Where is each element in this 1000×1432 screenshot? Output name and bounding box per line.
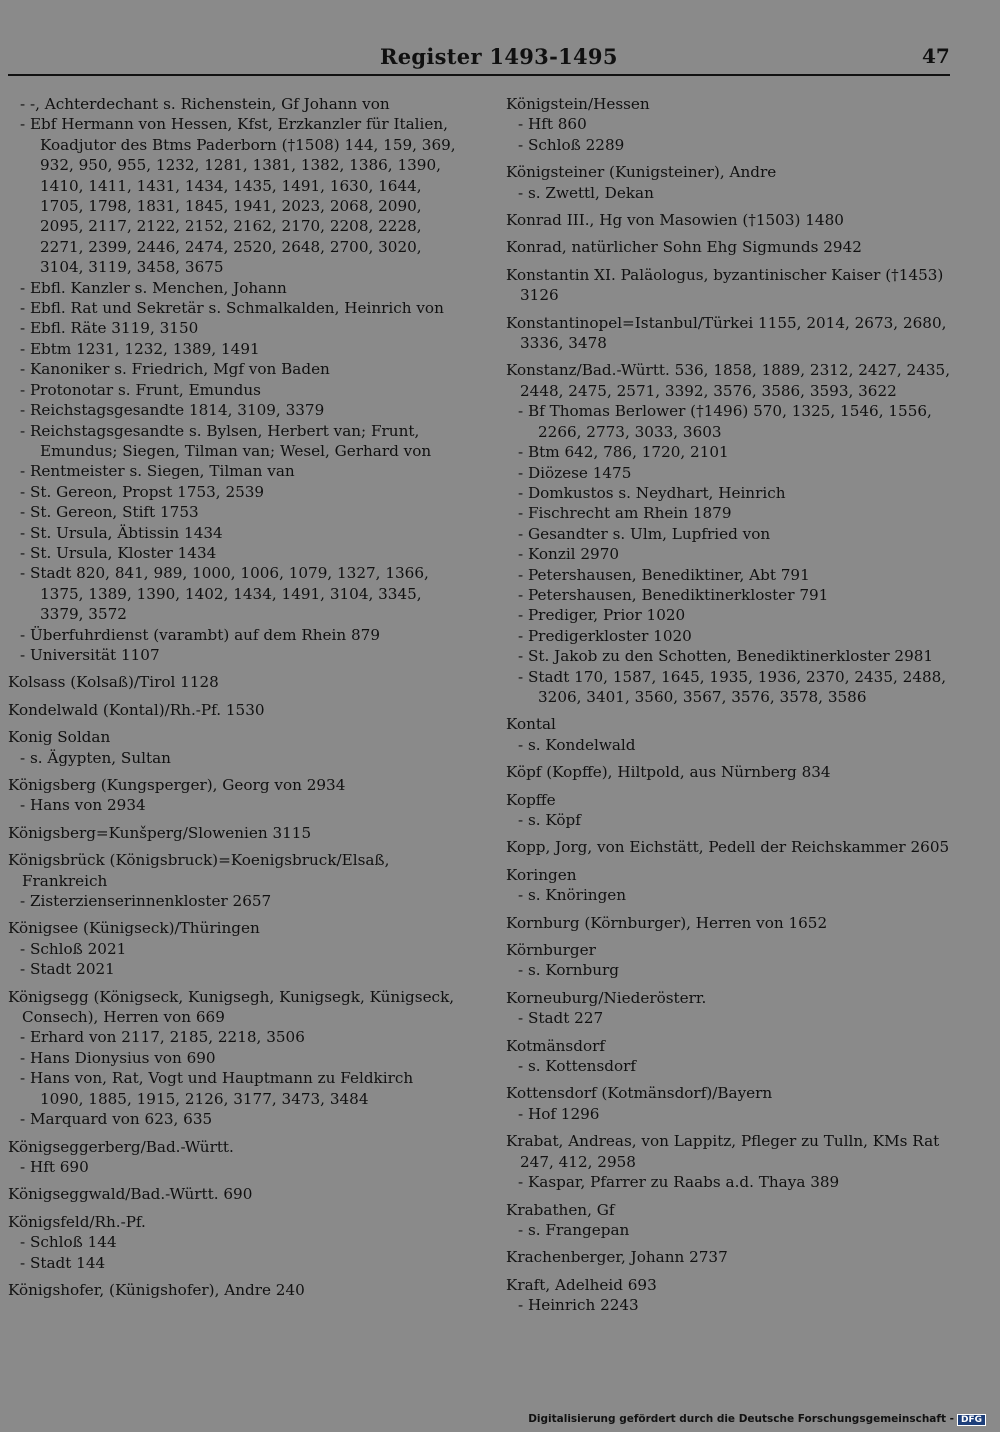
entry-heading: Konstantinopel=Istanbul/Türkei 1155, 2014, 2673, 2680, 3336, 3478 [506, 313, 947, 353]
index-entry [8, 823, 458, 843]
index-entry [506, 1200, 962, 1241]
entry-subentry: - Erhard von 2117, 2185, 2218, 3506 [20, 1028, 305, 1047]
entry-heading: Königsegg (Königseck, Kunigsegh, Kunigsegk, Künigseck, Consech), Herren von 669 [8, 987, 455, 1027]
index-entry [506, 1247, 962, 1267]
entry-subentry: - Ebfl. Kanzler s. Menchen, Johann [20, 278, 287, 297]
entry-subentry: - Domkustos s. Neydhart, Heinrich [518, 483, 786, 502]
entry-heading: Konstantin XI. Paläologus, byzantinischer Kaiser (†1453) 3126 [506, 265, 944, 305]
entry-subentry: - s. Zwettl, Dekan [518, 183, 654, 202]
entry-subentry: - -, Achterdechant s. Richenstein, Gf Johann von [20, 95, 390, 113]
entry-heading: Konstanz/Bad.-Württ. 536, 1858, 1889, 2312, 2427, 2435, 2448, 2475, 2571, 3392, 3576, 3586, 3593, 3622 [506, 361, 951, 400]
entry-heading: Königsee (Künigseck)/Thüringen [8, 919, 260, 938]
index-entry [506, 790, 962, 831]
index-entry [8, 775, 458, 816]
entry-heading: Königsberg (Kungsperger), Georg von 2934 [8, 776, 346, 794]
entry-subentry: - Schloß 2021 [20, 939, 127, 958]
entry-subentry: - Diözese 1475 [518, 463, 632, 482]
entry-subentry: - Hans von, Rat, Vogt und Hauptmann zu Feldkirch 1090, 1885, 1915, 2126, 3177, 3473, 3484 [20, 1069, 414, 1108]
header-rule [8, 74, 950, 76]
index-entry [506, 313, 962, 354]
entry-heading: Körnburger [506, 941, 596, 960]
entry-subentry: - Universität 1107 [20, 645, 160, 664]
page-header [0, 0, 1000, 80]
entry-subentry: - Rentmeister s. Siegen, Tilman van [20, 462, 295, 481]
index-entry [506, 1131, 962, 1192]
index-entry [506, 1036, 962, 1077]
entry-subentry: - Predigerkloster 1020 [518, 626, 692, 645]
entry-subentry: - Reichstagsgesandte 1814, 3109, 3379 [20, 401, 325, 420]
index-entry [506, 210, 962, 230]
entry-subentry: - Stadt 227 [518, 1009, 604, 1028]
entry-subentry: - Petershausen, Benediktinerkloster 791 [518, 585, 829, 604]
entry-heading: Krachenberger, Johann 2737 [506, 1248, 728, 1267]
entry-subentry: - Petershausen, Benediktiner, Abt 791 [518, 565, 810, 584]
entry-subentry: - Kanoniker s. Friedrich, Mgf von Baden [20, 360, 330, 379]
index-entry [8, 850, 458, 911]
index-entry [8, 1137, 458, 1178]
index-entry [506, 714, 962, 755]
entry-subentry: - Hans Dionysius von 690 [20, 1048, 216, 1067]
entry-heading: Königstein/Hessen [506, 95, 650, 113]
index-entry [8, 1184, 458, 1204]
index-entry [8, 1280, 458, 1300]
entry-subentry: - Stadt 144 [20, 1253, 106, 1272]
entry-subentry: - Hft 690 [20, 1157, 89, 1176]
entry-heading: Königsteiner (Kunigsteiner), Andre [506, 163, 777, 182]
entry-subentry: - Hft 860 [518, 115, 587, 134]
entry-heading: Köpf (Kopffe), Hiltpold, aus Nürnberg 834 [506, 763, 831, 782]
index-entry [8, 727, 458, 768]
entry-subentry: - St. Gereon, Propst 1753, 2539 [20, 482, 265, 501]
entry-subentry: - s. Kornburg [518, 961, 620, 980]
entry-subentry: - St. Gereon, Stift 1753 [20, 503, 199, 522]
entry-subentry: - s. Kondelwald [518, 735, 636, 754]
index-entry [506, 1083, 962, 1124]
entry-subentry: - s. Knöringen [518, 886, 627, 905]
entry-subentry: - Hans von 2934 [20, 796, 146, 815]
entry-heading: Kopp, Jorg, von Eichstätt, Pedell der Reichskammer 2605 [506, 838, 950, 857]
entry-heading: Konrad III., Hg von Masowien (†1503) 1480 [506, 211, 844, 230]
entry-heading: Kottensdorf (Kotmänsdorf)/Bayern [506, 1084, 773, 1103]
entry-subentry: - s. Kottensdorf [518, 1057, 637, 1076]
index-entry [506, 988, 962, 1029]
index-entry [506, 940, 962, 981]
entry-subentry: - Ebfl. Rat und Sekretär s. Schmalkalden, Heinrich von [20, 299, 444, 318]
entry-heading: Kornburg (Körnburger), Herren von 1652 [506, 913, 828, 932]
entry-subentry: - s. Köpf [518, 811, 581, 829]
right-column [506, 94, 962, 1323]
index-entry [506, 94, 962, 155]
entry-subentry: - Konzil 2970 [518, 545, 620, 564]
entry-heading: Kolsass (Kolsaß)/Tirol 1128 [8, 673, 219, 692]
entry-heading: Kotmänsdorf [506, 1036, 605, 1055]
page-title: Register 1493-1495 [380, 44, 618, 69]
entry-subentry: - Bf Thomas Berlower (†1496) 570, 1325, 1546, 1556, 2266, 2773, 3033, 3603 [518, 402, 932, 441]
entry-heading: Krabat, Andreas, von Lappitz, Pfleger zu Tulln, KMs Rat 247, 412, 2958 [506, 1132, 940, 1171]
entry-subentry: - Kaspar, Pfarrer zu Raabs a.d. Thaya 389 [518, 1173, 840, 1192]
index-entry [8, 987, 458, 1130]
entry-heading: Kraft, Adelheid 693 [506, 1275, 657, 1294]
index-entry [506, 913, 962, 933]
entry-subentry: - Überfuhrdienst (varambt) auf dem Rhein 879 [20, 625, 380, 644]
entry-subentry: - Fischrecht am Rhein 1879 [518, 504, 732, 523]
entry-subentry: - St. Jakob zu den Schotten, Benediktinerkloster 2981 [518, 647, 934, 666]
entry-subentry: - Ebf Hermann von Hessen, Kfst, Erzkanzler für Italien, Koadjutor des Btms Paderborn (†1508) 144, 159, 369, 932, 950, 955, 1232, 1281, 1381, 1382, 1386, 1390, 1410, 1411, 1431, 1434, 1435, 1491, 1630, 1644, 1705, 1798, 1831, 1845, 1941, 2023, 2068, 2090, 2095, 2117, 2122, 2152, 2162, 2170, 2208, 2228, 2271, 2399, 2446, 2474, 2520, 2648, 2700, 3020, 3104, 3119, 3458, 3675 [20, 115, 456, 277]
index-entry [8, 700, 458, 720]
entry-heading: Königsberg=Kunšperg/Slowenien 3115 [8, 823, 312, 842]
index-entry [506, 360, 962, 707]
entry-heading: Konrad, natürlicher Sohn Ehg Sigmunds 2942 [506, 238, 862, 257]
entry-subentry: - s. Ägypten, Sultan [20, 748, 171, 767]
entry-subentry: - Marquard von 623, 635 [20, 1110, 213, 1129]
index-entry [506, 265, 962, 306]
entry-subentry: - Stadt 2021 [20, 960, 115, 979]
entry-heading: Königseggwald/Bad.-Württ. 690 [8, 1185, 253, 1204]
index-entry [506, 237, 962, 257]
entry-heading: Krabathen, Gf [506, 1200, 615, 1219]
entry-subentry: - Hof 1296 [518, 1104, 600, 1123]
index-entry [8, 918, 458, 979]
dfg-logo: DFG [957, 1414, 986, 1426]
index-entry [506, 762, 962, 782]
entry-heading: Königsfeld/Rh.-Pf. [8, 1212, 146, 1231]
entry-subentry: - Schloß 144 [20, 1233, 117, 1252]
entry-heading: Kondelwald (Kontal)/Rh.-Pf. 1530 [8, 700, 265, 719]
entry-subentry: - Gesandter s. Ulm, Lupfried von [518, 524, 771, 543]
entry-subentry: - Protonotar s. Frunt, Emundus [20, 380, 261, 399]
entry-heading: Konig Soldan [8, 728, 111, 747]
entry-heading: Kopffe [506, 790, 556, 809]
left-column [8, 94, 458, 1307]
entry-heading: Königsbrück (Königsbruck)=Koenigsbruck/Elsaß, Frankreich [8, 851, 390, 890]
entry-subentry: - Heinrich 2243 [518, 1296, 639, 1315]
entry-subentry: - Reichstagsgesandte s. Bylsen, Herbert van; Frunt, Emundus; Siegen, Tilman van; Wesel, Gerhard von [20, 421, 432, 460]
index-entry [506, 162, 962, 203]
entry-subentry: - Ebtm 1231, 1232, 1389, 1491 [20, 339, 260, 358]
entry-subentry: - Zisterzienserinnenkloster 2657 [20, 892, 272, 911]
index-entry [8, 1212, 458, 1273]
entry-subentry: - St. Ursula, Äbtissin 1434 [20, 523, 223, 542]
entry-heading: Kontal [506, 715, 556, 734]
entry-heading: Koringen [506, 865, 577, 884]
entry-heading: Korneuburg/Niederösterr. [506, 988, 707, 1007]
entry-heading: Königseggerberg/Bad.-Württ. [8, 1137, 234, 1156]
footer-text: Digitalisierung gefördert durch die Deutsche Forschungsgemeinschaft - [528, 1413, 954, 1425]
entry-subentry: - Ebfl. Räte 3119, 3150 [20, 319, 199, 338]
index-entry [506, 837, 962, 857]
entry-subentry: - s. Frangepan [518, 1220, 630, 1239]
index-entry [8, 672, 458, 692]
entry-subentry: - Stadt 820, 841, 989, 1000, 1006, 1079, 1327, 1366, 1375, 1389, 1390, 1402, 1434, 1491, 3104, 3345, 3379, 3572 [20, 564, 429, 624]
entry-subentry: - St. Ursula, Kloster 1434 [20, 543, 217, 562]
entry-subentry: - Prediger, Prior 1020 [518, 606, 686, 625]
index-entry [506, 865, 962, 906]
page-number: 47 [922, 44, 950, 68]
entry-subentry: - Btm 642, 786, 1720, 2101 [518, 443, 729, 462]
index-entry [506, 1275, 962, 1316]
index-entry [8, 94, 458, 665]
entry-subentry: - Schloß 2289 [518, 135, 625, 154]
footer [528, 1413, 986, 1426]
entry-subentry: - Stadt 170, 1587, 1645, 1935, 1936, 2370, 2435, 2488, 3206, 3401, 3560, 3567, 3576, 3578, 3586 [518, 667, 947, 706]
entry-heading: Königshofer, (Künigshofer), Andre 240 [8, 1280, 305, 1299]
